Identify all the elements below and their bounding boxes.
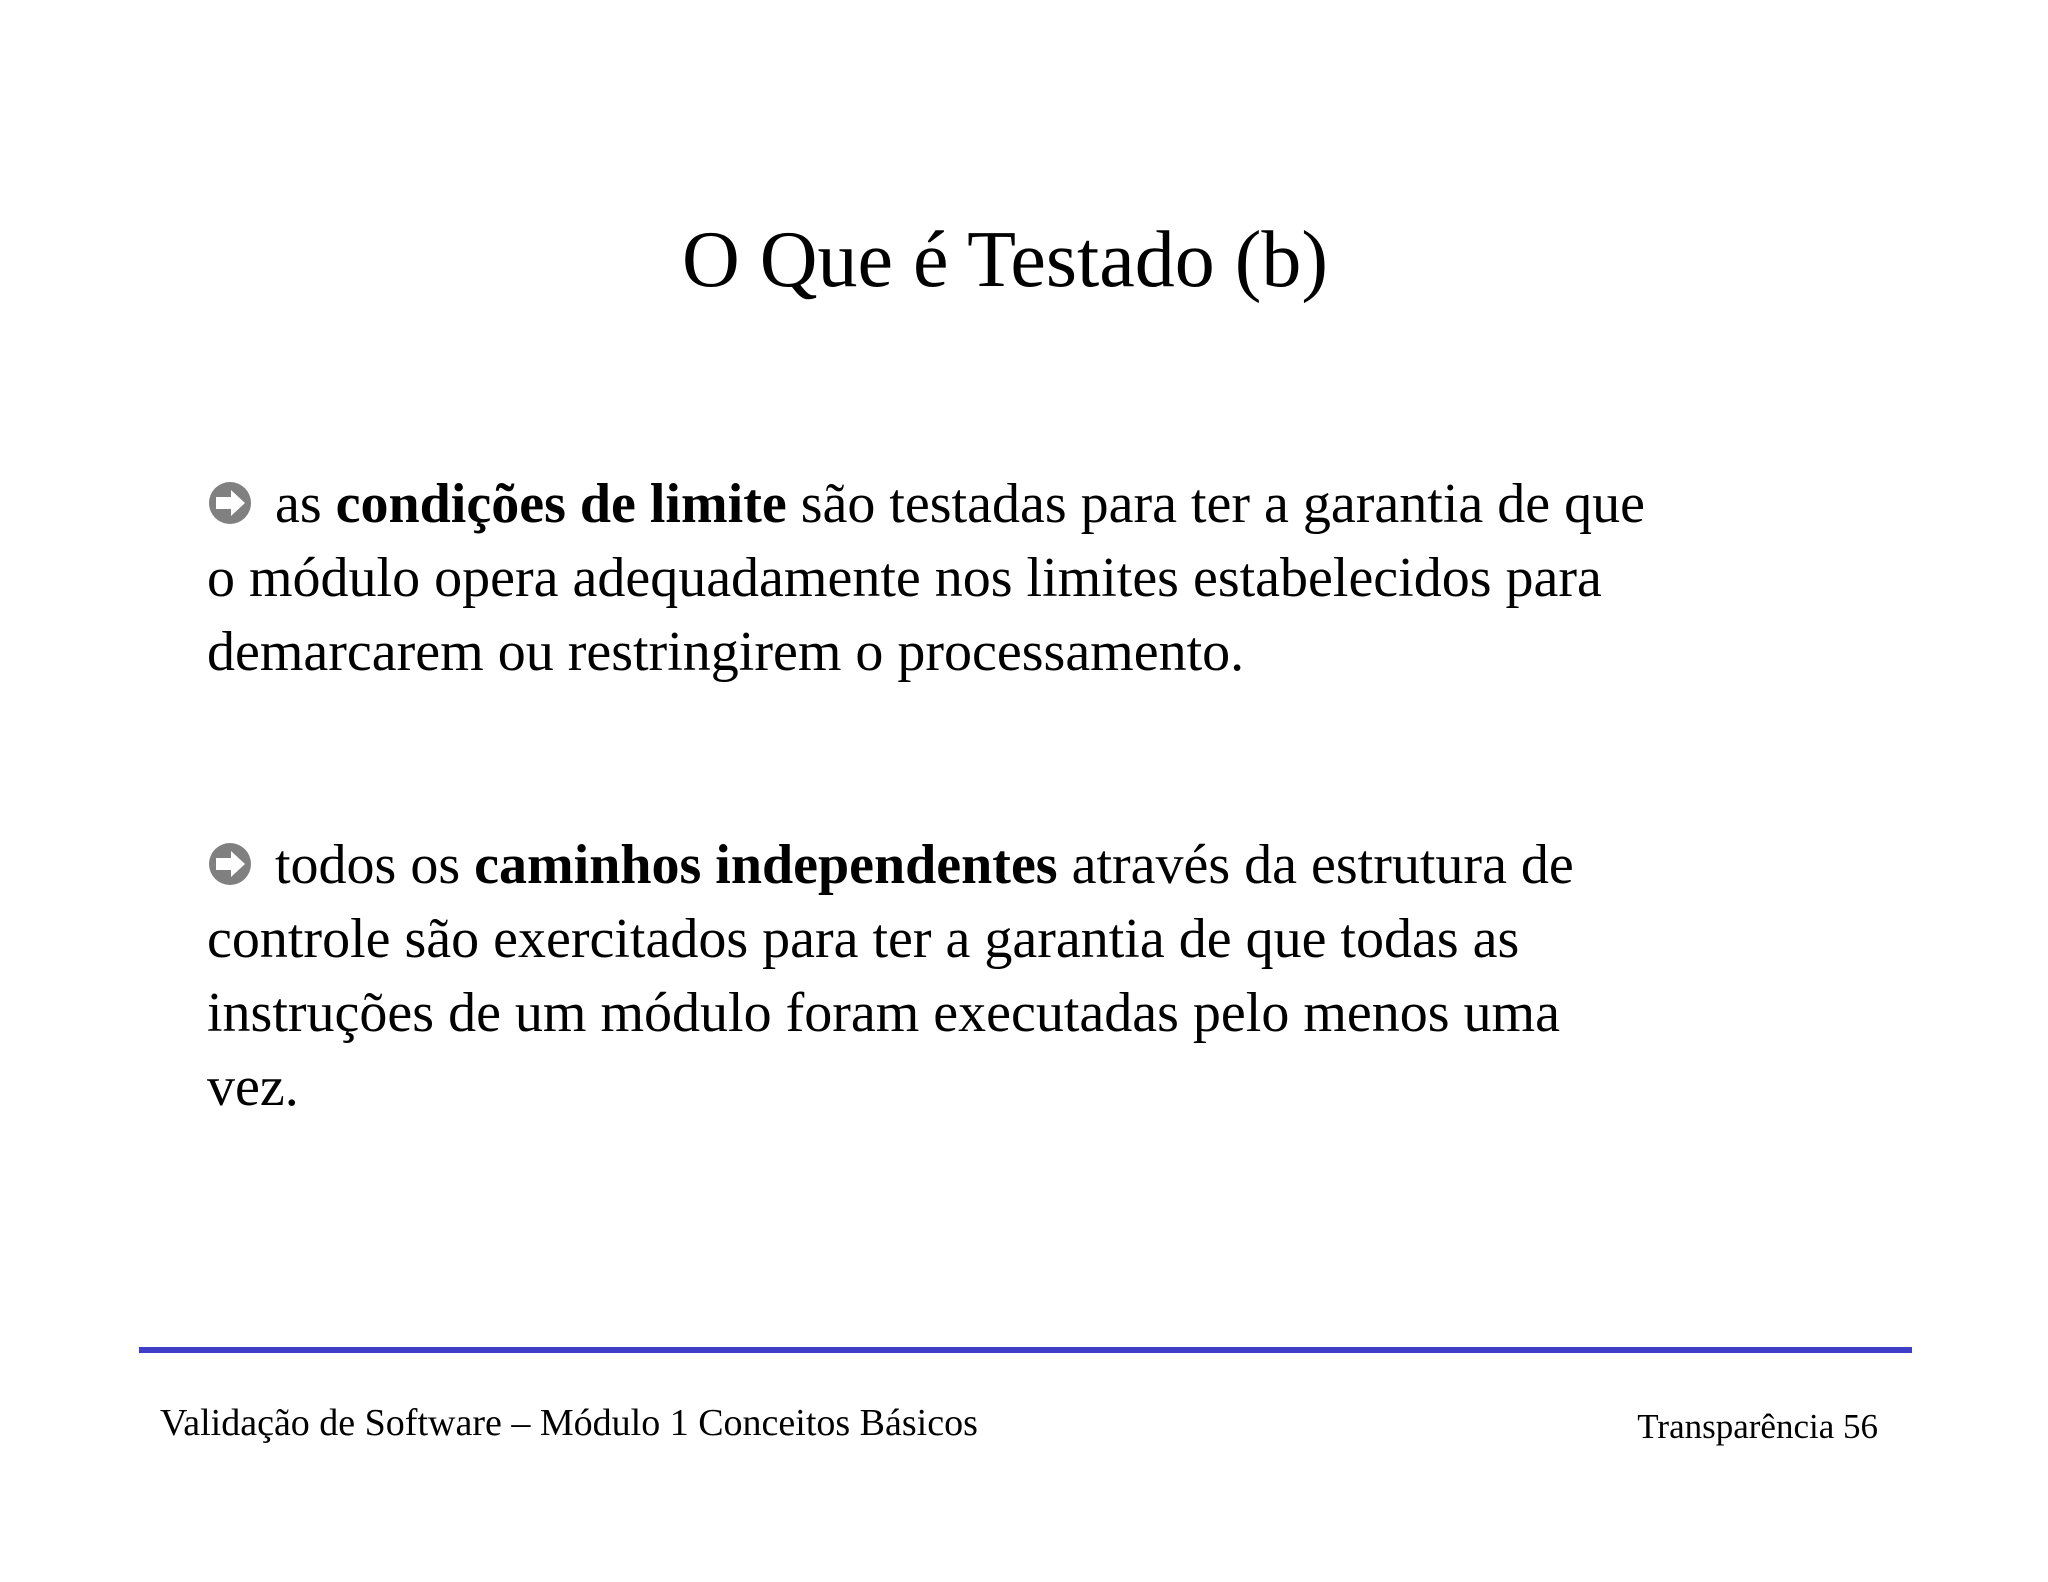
bullet-text-suffix: através da estrutura de [1057, 834, 1574, 896]
bullet-line [207, 467, 1847, 541]
bullet-line: o módulo opera adequadamente nos limites estabelecidos para [207, 547, 1602, 609]
bullet-text-suffix: são testadas para ter a garantia de que [786, 473, 1645, 535]
slide-title: O Que é Testado (b) [681, 216, 1329, 304]
bullet-line: controle são exercitados para ter a garantia de que todas as [207, 908, 1520, 970]
footer-slide-number: Transparência 56 [1637, 1407, 1878, 1446]
bullet-keyword: caminhos independentes [474, 834, 1058, 896]
bullet-boundary-conditions [207, 467, 1847, 689]
bullet-line [207, 828, 1847, 902]
bullet-text-prefix: todos os [275, 834, 475, 896]
footer-course-title: Validação de Software – Módulo 1 Conceitos Básicos [160, 1402, 978, 1444]
bullet-text-prefix: as [275, 473, 336, 535]
bullet-line: demarcarem ou restringirem o processamento. [207, 621, 1245, 683]
bullet-line: instruções de um módulo foram executadas pelo menos uma [207, 982, 1560, 1044]
circled-arrow-right-icon [207, 841, 253, 887]
bullet-line: vez. [207, 1056, 299, 1118]
bullet-independent-paths [207, 828, 1847, 1124]
bullet-keyword: condições de limite [335, 473, 787, 535]
circled-arrow-right-icon [207, 480, 253, 526]
footer-divider [139, 1347, 1912, 1353]
